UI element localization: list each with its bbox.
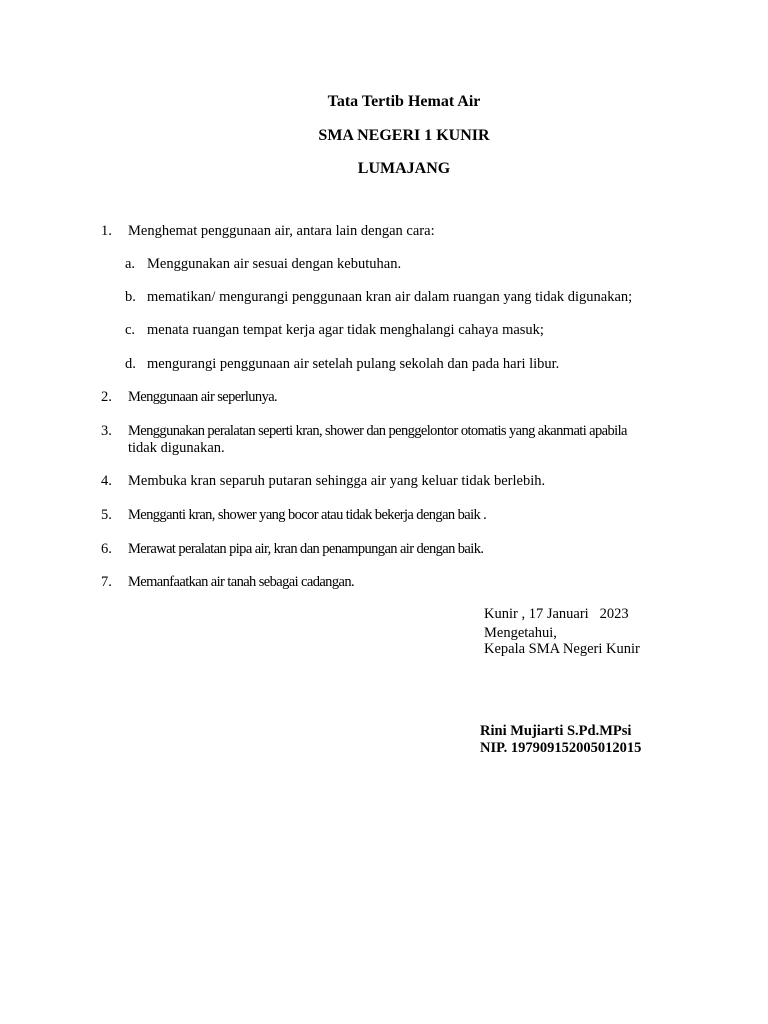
rule-number: 2.: [101, 389, 112, 405]
rule-text-continuation: tidak digunakan.: [128, 440, 225, 456]
sub-item-letter: d.: [125, 356, 136, 372]
document-title: Tata Tertib Hemat Air: [327, 93, 481, 110]
sub-item-letter: a.: [125, 256, 136, 272]
rule-item-3: [101, 422, 701, 458]
rule-number: 3.: [101, 423, 112, 439]
sub-item-text: Menggunakan air sesuai dengan kebutuhan.: [147, 256, 402, 272]
school-name: SMA NEGERI 1 KUNIR: [318, 127, 490, 144]
signature-acknowledged: Mengetahui,: [484, 625, 557, 641]
rule-number: 5.: [101, 507, 112, 523]
signature-place-date: Kunir , 17 Januari 2023: [484, 606, 629, 622]
rule-number: 6.: [101, 541, 112, 557]
rule-text: Menggunakan peralatan seperti kran, shower dan penggelontor otomatis yang akanmati apabila: [128, 423, 627, 439]
signature-position: Kepala SMA Negeri Kunir: [484, 641, 640, 657]
sub-item-text: mematikan/ mengurangi penggunaan kran air dalam ruangan yang tidak digunakan;: [147, 289, 633, 305]
rule-text: Mengganti kran, shower yang bocor atau tidak bekerja dengan baik .: [128, 507, 487, 523]
rule-text: Memanfaatkan air tanah sebagai cadangan.: [128, 574, 354, 590]
signature-nip: NIP. 197909152005012015: [480, 740, 642, 756]
rule-text: Merawat peralatan pipa air, kran dan penampungan air dengan baik.: [128, 541, 484, 557]
rule-text: Menghemat penggunaan air, antara lain dengan cara:: [128, 223, 435, 239]
rule-text: Membuka kran separuh putaran sehingga air yang keluar tidak berlebih.: [128, 473, 546, 489]
rule-text: Menggunaan air seperlunya.: [128, 389, 278, 405]
city-name: LUMAJANG: [357, 160, 451, 177]
rule-number: 1.: [101, 223, 112, 239]
sub-item-letter: c.: [125, 322, 136, 338]
sub-item-text: menata ruangan tempat kerja agar tidak menghalangi cahaya masuk;: [147, 322, 544, 338]
rule-number: 7.: [101, 574, 112, 590]
sub-item-text: mengurangi penggunaan air setelah pulang sekolah dan pada hari libur.: [147, 356, 560, 372]
sub-item-letter: b.: [125, 289, 136, 305]
signature-name: Rini Mujiarti S.Pd.MPsi: [480, 723, 632, 739]
rule-number: 4.: [101, 473, 112, 489]
